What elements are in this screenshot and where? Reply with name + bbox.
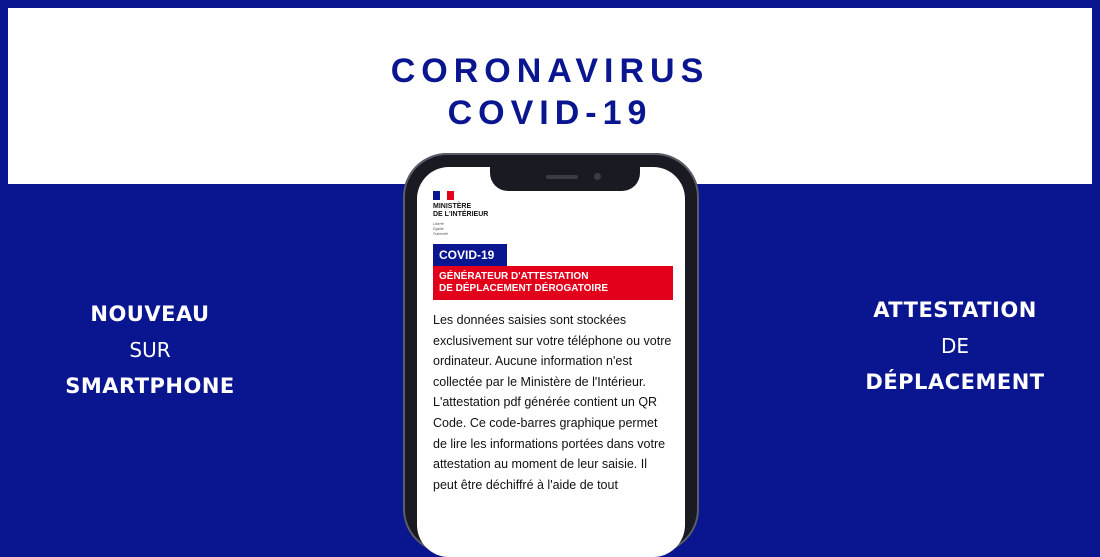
left-caption-line-1: NOUVEAU (90, 302, 210, 326)
banner-line-2: DE DÉPLACEMENT DÉROGATOIRE (439, 283, 609, 294)
ministere-line-1: MINISTÈRE (433, 203, 472, 210)
smartphone (403, 153, 699, 553)
banner-line-1: GÉNÉRATEUR D'ATTESTATION (439, 271, 589, 282)
ministere-line-2: DE L'INTÉRIEUR (433, 211, 489, 218)
right-caption-line-2: DE (940, 334, 970, 358)
camera-icon (594, 173, 601, 180)
title-line-1: CORONAVIRUS (390, 52, 710, 90)
republic-motto (433, 222, 448, 237)
phone-screen (417, 167, 685, 557)
motto-line-1: Liberté (433, 222, 444, 226)
motto-line-3: Fraternité (433, 232, 448, 236)
right-caption (840, 298, 1070, 394)
french-flag-icon (433, 191, 454, 200)
covid-badge: COVID-19 (433, 244, 507, 266)
speaker-icon (546, 175, 578, 179)
right-caption-line-1: ATTESTATION (873, 298, 1037, 322)
motto-line-2: Égalité (433, 227, 444, 231)
generator-banner (433, 266, 673, 300)
right-caption-line-3: DÉPLACEMENT (865, 370, 1045, 394)
ministere-logo-text (433, 203, 488, 219)
left-caption-line-2: SUR (129, 338, 171, 362)
privacy-notice-text: Les données saisies sont stockées exclusivement sur votre téléphone ou votre ordinateur. Aucune information n'est collectée par le Ministère de l'Intérieur. L'attestation pdf générée contient un QR Code. Ce code-barres graphique permet de lire les informations portées dans votre attestation au moment de leur saisie. Il peut être déchiffré à l'aide de tout (433, 313, 672, 492)
phone-notch (490, 167, 640, 191)
left-caption-line-3: SMARTPHONE (65, 374, 235, 398)
title-line-2: COVID-19 (447, 94, 653, 132)
left-caption (40, 302, 260, 398)
